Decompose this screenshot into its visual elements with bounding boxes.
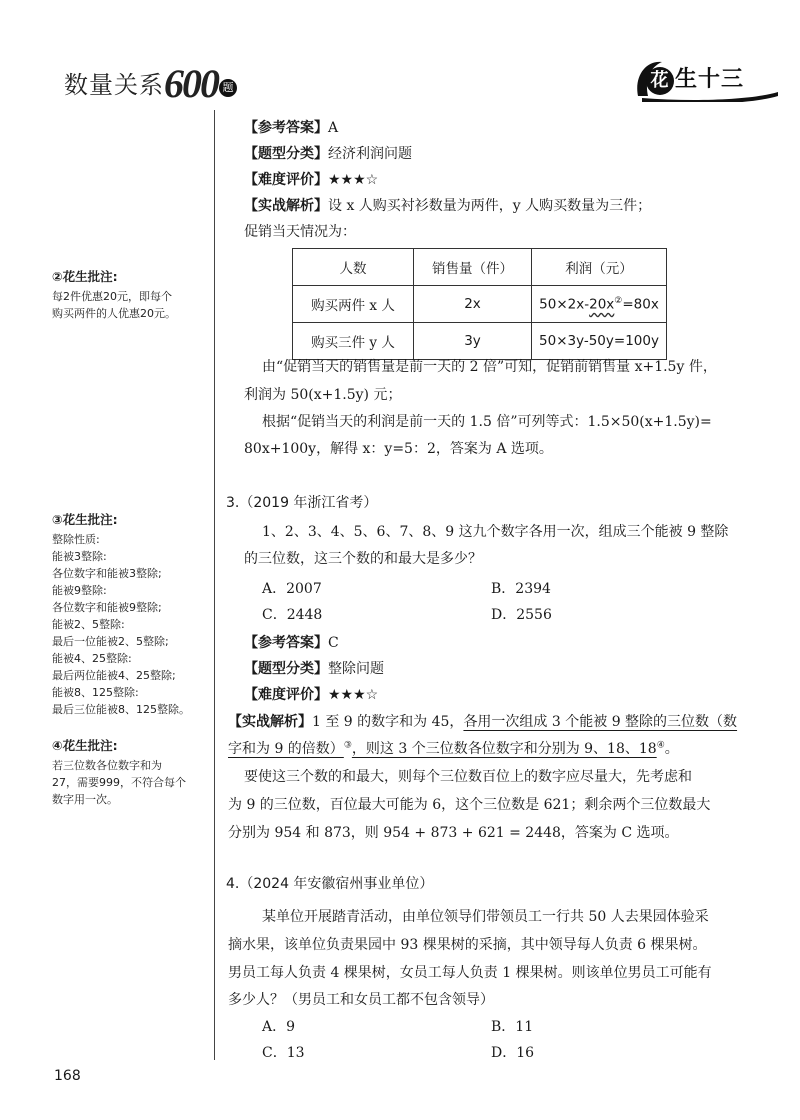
note-line: 能被3整除:: [52, 550, 107, 563]
question-number: 4.（2024 年安徽宿州事业单位）: [226, 876, 434, 892]
type-value: 经济利润问题: [328, 146, 412, 162]
option-b: B．2394: [491, 581, 551, 597]
table-cell: 50×3y-50y=100y: [532, 323, 667, 360]
margin-note-3: [52, 511, 202, 718]
note-line: 能被8、125整除:: [52, 686, 139, 699]
profit-table: [292, 248, 667, 360]
q3-difficulty: [244, 684, 378, 704]
answer-value: C: [328, 635, 339, 651]
option-c: C．2448: [262, 607, 323, 623]
q2-analysis: [244, 195, 651, 215]
analysis-text: 促销当天情况为：: [244, 224, 356, 240]
q2-type: [244, 143, 412, 163]
option-d: D．16: [491, 1045, 535, 1061]
question-stem: 摘水果，该单位负责果园中 93 棵果树的采摘，其中领导每人负责 6 棵果树。: [228, 937, 707, 953]
profit-formula-underlined: 20x: [589, 296, 615, 313]
note-line: 各位数字和能被9整除;: [52, 601, 162, 614]
profit-formula: 50×2x-: [539, 296, 590, 313]
difficulty-tag: 【难度评价】: [244, 172, 328, 188]
q2-difficulty: [244, 169, 378, 189]
q3-analysis-line1: [228, 711, 737, 731]
note-line: 最后两位能被4、25整除;: [52, 669, 176, 682]
book-title-number: 600: [164, 61, 218, 106]
q3-analysis-line2: [228, 738, 679, 758]
analysis-underlined: 字和为 9 的倍数）: [228, 741, 344, 757]
brand-logo: [632, 56, 782, 102]
answer-tag: 【参考答案】: [244, 120, 328, 136]
analysis-text: 为 9 的三位数，百位最大可能为 6，这个三位数是 621；剩余两个三位数最大: [228, 797, 711, 813]
note-line: 最后一位能被2、5整除;: [52, 635, 169, 648]
analysis-text: 利润为 50(x+1.5y) 元；: [244, 387, 402, 403]
option-a: A．9: [262, 1019, 296, 1035]
question-stem: 的三位数，这三个数的和最大是多少？: [244, 551, 482, 567]
analysis-tag: 【实战解析】: [244, 198, 328, 214]
table-header: 销售量（件）: [414, 249, 532, 286]
option-a: A．2007: [262, 581, 322, 597]
question-stem: 1、2、3、4、5、6、7、8、9 这九个数字各用一次，组成三个能被 9 整除: [262, 524, 729, 540]
note-line: 整除性质:: [52, 533, 100, 546]
note-title: ②花生批注:: [52, 269, 118, 284]
type-tag: 【题型分类】: [244, 661, 328, 677]
difficulty-tag: 【难度评价】: [244, 687, 328, 703]
note-ref: ④: [656, 740, 665, 751]
margin-note-4: [52, 737, 202, 808]
table-cell: 3y: [414, 323, 532, 360]
option-b: B．11: [491, 1019, 534, 1035]
note-line: 能被4、25整除:: [52, 652, 132, 665]
note-line: 每2件优惠20元，即每个: [52, 290, 172, 303]
brand-name: 生十三: [675, 67, 745, 92]
table-cell: 购买两件 x 人: [293, 286, 414, 323]
q2-answer: [244, 117, 338, 137]
profit-formula: =80x: [622, 296, 659, 313]
note-ref: ③: [343, 740, 352, 751]
q3-answer: [244, 632, 339, 652]
brand-text: [646, 62, 744, 95]
option-d: D．2556: [491, 607, 552, 623]
question-stem: 男员工每人负责 4 棵果树，女员工每人负责 1 棵果树。则该单位男员工可能有: [228, 965, 712, 981]
difficulty-stars: ★★★☆: [328, 687, 379, 703]
analysis-underlined: 各用一次组成 3 个能被 9 整除的三位数（数: [463, 714, 738, 730]
note-line: 各位数字和能被3整除;: [52, 567, 162, 580]
answer-tag: 【参考答案】: [244, 635, 328, 651]
question-stem: 多少人？（男员工和女员工都不包含领导）: [228, 992, 494, 1008]
table-row: [293, 323, 667, 360]
table-cell: 2x: [414, 286, 532, 323]
question-stem: 某单位开展踏青活动，由单位领导们带领员工一行共 50 人去果园体验采: [262, 909, 709, 925]
analysis-underlined: ，则这 3 个三位数各位数字和分别为 9、18、18: [351, 741, 657, 757]
margin-divider: [214, 110, 215, 1060]
type-tag: 【题型分类】: [244, 146, 328, 162]
analysis-text: 1 至 9 的数字和为 45，: [312, 714, 464, 730]
analysis-text: 设 x 人购买衬衫数量为两件，y 人购买数量为三件；: [328, 198, 652, 214]
note-line: 最后三位能被8、125整除。: [52, 703, 190, 716]
page-number: 168: [54, 1068, 81, 1084]
type-value: 整除问题: [328, 661, 384, 677]
note-title: ④花生批注:: [52, 738, 118, 753]
note-line: 数字用一次。: [52, 793, 118, 806]
analysis-text: 80x+100y，解得 x：y=5：2，答案为 A 选项。: [244, 441, 553, 457]
margin-note-2: [52, 268, 202, 322]
note-line: 27，需要999，不符合每个: [52, 776, 186, 789]
table-header-row: [293, 249, 667, 286]
question-number: 3.（2019 年浙江省考）: [226, 495, 378, 511]
analysis-tag: 【实战解析】: [228, 714, 312, 730]
book-title-text: 数量关系: [64, 71, 164, 99]
note-title: ③花生批注:: [52, 512, 118, 527]
note-line: 能被2、5整除:: [52, 618, 125, 631]
note-line: 若三位数各位数字和为: [52, 759, 162, 772]
table-row: [293, 286, 667, 323]
analysis-text: 由“促销当天的销售量是前一天的 2 倍”可知，促销前销售量 x+1.5y 件，: [262, 359, 717, 375]
note-line: 能被9整除:: [52, 584, 107, 597]
option-c: C．13: [262, 1045, 305, 1061]
table-cell: 购买三件 y 人: [293, 323, 414, 360]
table-header: 利润（元）: [532, 249, 667, 286]
analysis-text: 要使这三个数的和最大，则每个三位数百位上的数字应尽量大，先考虑和: [244, 769, 692, 785]
q3-type: [244, 658, 384, 678]
note-ref: ②: [614, 295, 623, 306]
answer-value: A: [328, 120, 339, 136]
table-header: 人数: [293, 249, 414, 286]
analysis-text: 。: [664, 741, 679, 757]
book-title-suffix: 题: [219, 79, 237, 97]
brand-char: 花: [646, 67, 674, 95]
book-title: [64, 60, 237, 107]
analysis-text: 根据“促销当天的利润是前一天的 1.5 倍”可列等式：1.5×50(x+1.5y)=: [262, 414, 712, 430]
difficulty-stars: ★★★☆: [328, 172, 379, 188]
note-line: 购买两件的人优惠20元。: [52, 307, 176, 320]
analysis-text: 分别为 954 和 873，则 954 + 873 + 621 = 2448，答案为 C 选项。: [228, 825, 679, 841]
table-cell: [532, 286, 667, 323]
